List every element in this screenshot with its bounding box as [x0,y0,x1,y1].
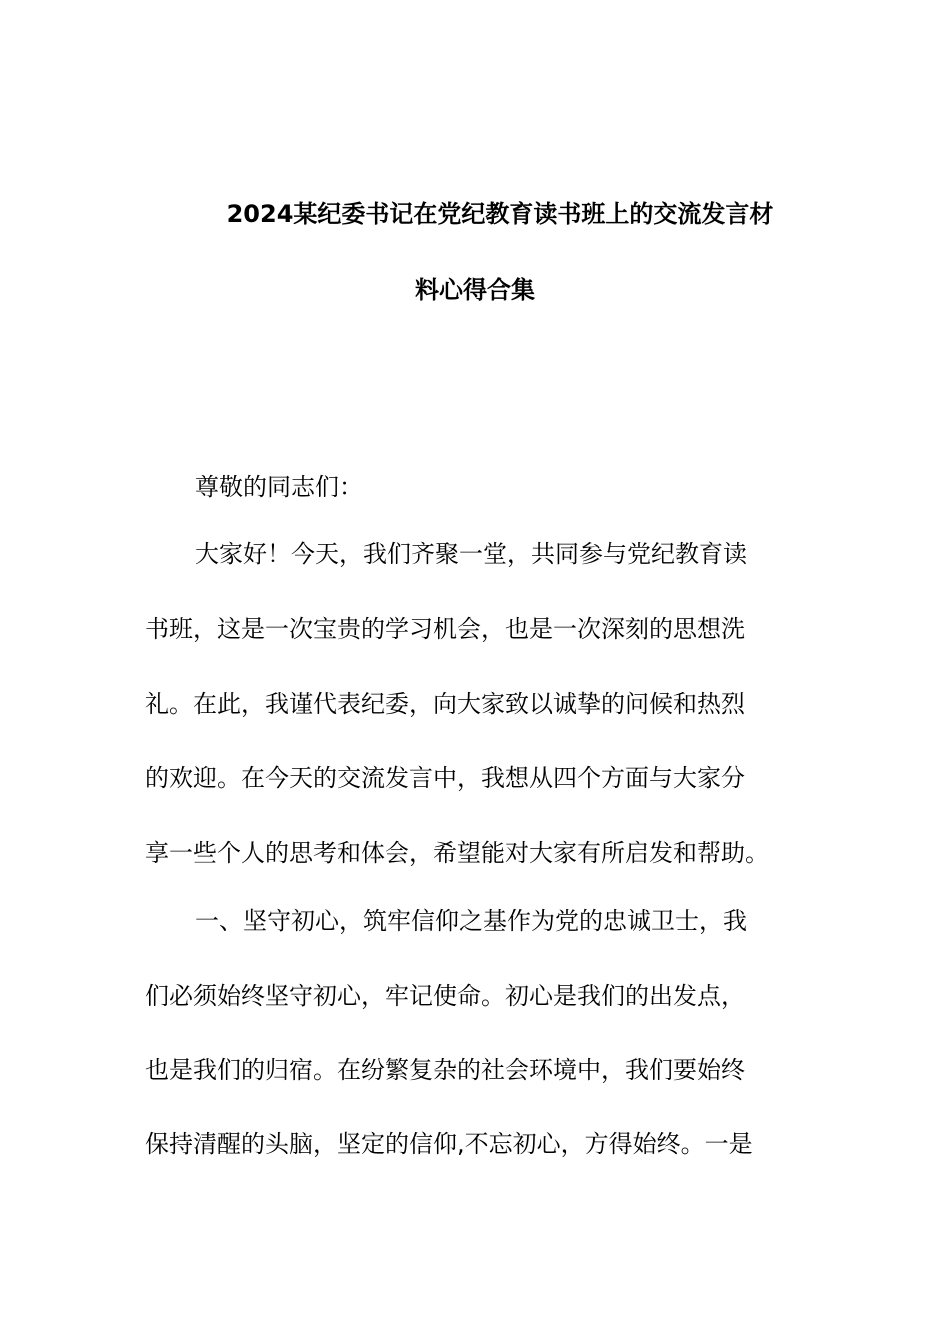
body-line: 礼。在此，我谨代表纪委，向大家致以诚挚的问候和热烈 [145,690,745,718]
body-line: 大家好！今天，我们齐聚一堂，共同参与党纪教育读 [195,540,747,568]
body-line: 享一些个人的思考和体会，希望能对大家有所启发和帮助。 [145,839,769,867]
document-title-line-2: 料心得合集 [415,276,535,304]
document-title-line-1: 2024某纪委书记在党纪教育读书班上的交流发言材 [226,200,774,228]
salutation: 尊敬的同志们： [195,473,363,501]
body-line: 书班，这是一次宝贵的学习机会，也是一次深刻的思想洗 [145,615,745,643]
body-line: 们必须始终坚守初心，牢记使命。初心是我们的出发点， [145,982,745,1010]
section-heading-line: 一、坚守初心，筑牢信仰之基作为党的忠诚卫士，我 [195,907,747,935]
body-line: 的欢迎。在今天的交流发言中，我想从四个方面与大家分 [145,764,745,792]
body-line: 保持清醒的头脑，坚定的信仰,不忘初心，方得始终。一是 [145,1130,753,1158]
body-line: 也是我们的归宿。在纷繁复杂的社会环境中，我们要始终 [145,1056,745,1084]
